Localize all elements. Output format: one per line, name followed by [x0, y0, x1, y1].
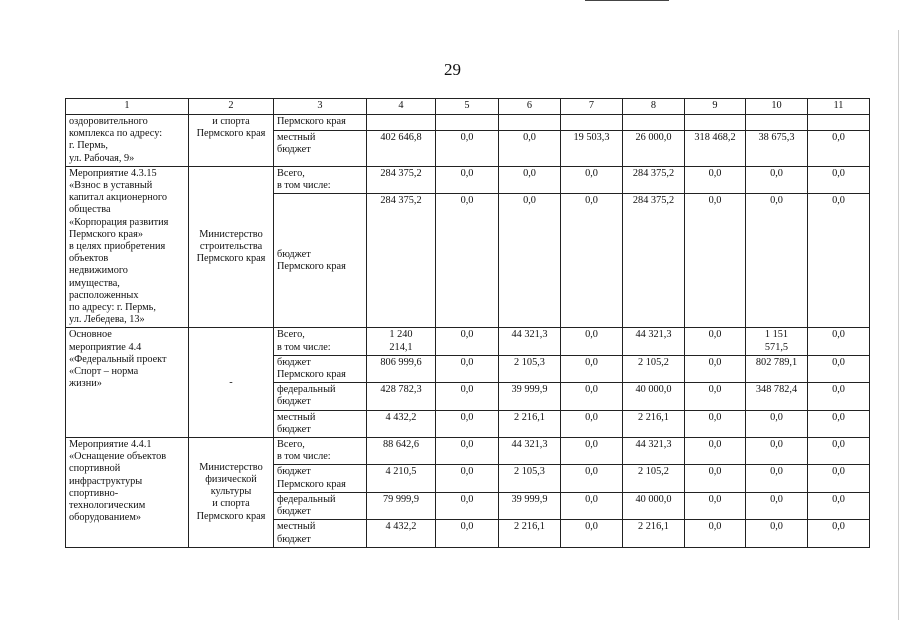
value-cell: 2 105,2 — [623, 355, 685, 382]
column-header: 5 — [436, 99, 499, 115]
value-cell: 44 321,3 — [623, 328, 685, 355]
value-cell: 0,0 — [685, 410, 746, 437]
value-cell: 88 642,6 — [367, 438, 436, 465]
value-cell: 44 321,3 — [623, 438, 685, 465]
column-header: 11 — [808, 99, 870, 115]
value-cell — [499, 115, 561, 131]
page-number: 29 — [444, 60, 461, 79]
value-cell: 284 375,2 — [367, 166, 436, 194]
column-header: 6 — [499, 99, 561, 115]
value-cell: 0,0 — [808, 438, 870, 465]
value-cell: 0,0 — [436, 438, 499, 465]
value-cell: 0,0 — [436, 383, 499, 410]
value-cell: 284 375,2 — [623, 194, 685, 328]
value-cell: 0,0 — [436, 194, 499, 328]
value-cell — [808, 115, 870, 131]
column-header: 8 — [623, 99, 685, 115]
value-cell: 284 375,2 — [367, 194, 436, 328]
value-cell: 4 432,2 — [367, 520, 436, 547]
value-cell: 0,0 — [499, 194, 561, 328]
value-cell: 0,0 — [808, 520, 870, 547]
value-cell: 0,0 — [808, 383, 870, 410]
value-cell: 0,0 — [436, 410, 499, 437]
value-cell: 0,0 — [561, 355, 623, 382]
column-header-row — [66, 99, 870, 115]
value-cell: 0,0 — [436, 328, 499, 355]
value-cell: 0,0 — [436, 520, 499, 547]
value-cell — [685, 115, 746, 131]
value-cell: 0,0 — [746, 520, 808, 547]
value-cell: 0,0 — [808, 410, 870, 437]
value-cell: 0,0 — [561, 194, 623, 328]
executor-cell: - — [189, 328, 274, 438]
value-cell: 0,0 — [808, 166, 870, 194]
funding-source-cell: Пермского края — [274, 115, 367, 131]
value-cell: 0,0 — [685, 355, 746, 382]
value-cell — [367, 115, 436, 131]
value-cell: 0,0 — [436, 166, 499, 194]
value-cell — [561, 115, 623, 131]
measure-name-cell: Основное мероприятие 4.4 «Федеральный проект «Спорт – норма жизни» — [66, 328, 189, 438]
value-cell: 2 105,2 — [623, 465, 685, 492]
value-cell: 0,0 — [436, 130, 499, 166]
funding-source-cell: бюджет Пермского края — [274, 194, 367, 328]
value-cell: 0,0 — [436, 355, 499, 382]
value-cell: 2 105,3 — [499, 465, 561, 492]
value-cell: 806 999,6 — [367, 355, 436, 382]
value-cell: 0,0 — [685, 194, 746, 328]
column-header: 4 — [367, 99, 436, 115]
value-cell: 2 216,1 — [499, 520, 561, 547]
value-cell: 2 216,1 — [623, 520, 685, 547]
value-cell: 0,0 — [746, 166, 808, 194]
column-header: 2 — [189, 99, 274, 115]
value-cell: 0,0 — [746, 465, 808, 492]
funding-source-cell: федеральный бюджет — [274, 383, 367, 410]
budget-table — [65, 98, 870, 548]
value-cell: 0,0 — [685, 520, 746, 547]
funding-source-cell: местный бюджет — [274, 410, 367, 437]
value-cell: 0,0 — [561, 492, 623, 519]
value-cell: 19 503,3 — [561, 130, 623, 166]
value-cell: 0,0 — [808, 492, 870, 519]
value-cell: 318 468,2 — [685, 130, 746, 166]
value-cell: 0,0 — [808, 328, 870, 355]
value-cell: 0,0 — [499, 166, 561, 194]
value-cell: 0,0 — [561, 438, 623, 465]
value-cell: 79 999,9 — [367, 492, 436, 519]
funding-source-cell: Всего, в том числе: — [274, 328, 367, 355]
value-cell: 0,0 — [808, 130, 870, 166]
value-cell: 2 216,1 — [623, 410, 685, 437]
value-cell: 0,0 — [561, 166, 623, 194]
value-cell: 0,0 — [499, 130, 561, 166]
value-cell: 44 321,3 — [499, 328, 561, 355]
executor-cell: Министерство строительства Пермского края — [189, 166, 274, 328]
value-cell: 39 999,9 — [499, 492, 561, 519]
funding-source-cell: Всего, в том числе: — [274, 438, 367, 465]
value-cell: 0,0 — [561, 520, 623, 547]
value-cell: 4 432,2 — [367, 410, 436, 437]
value-cell: 0,0 — [685, 465, 746, 492]
value-cell: 348 782,4 — [746, 383, 808, 410]
value-cell: 0,0 — [685, 328, 746, 355]
value-cell — [623, 115, 685, 131]
column-header: 1 — [66, 99, 189, 115]
value-cell: 0,0 — [685, 438, 746, 465]
value-cell: 0,0 — [808, 465, 870, 492]
column-header: 9 — [685, 99, 746, 115]
value-cell: 44 321,3 — [499, 438, 561, 465]
column-header: 7 — [561, 99, 623, 115]
value-cell: 0,0 — [561, 410, 623, 437]
funding-source-cell: федеральный бюджет — [274, 492, 367, 519]
funding-source-cell: бюджет Пермского края — [274, 465, 367, 492]
measure-name-cell: Мероприятие 4.3.15 «Взнос в уставный капитал акционерного общества «Корпорация развития Пермского края» в целях приобретения объектов недвижимого имущества, расположенных по адресу: г. Пермь, ул. Лебедева, 13» — [66, 166, 189, 328]
value-cell: 38 675,3 — [746, 130, 808, 166]
value-cell — [746, 115, 808, 131]
value-cell: 0,0 — [436, 492, 499, 519]
value-cell: 0,0 — [746, 410, 808, 437]
value-cell: 0,0 — [561, 465, 623, 492]
value-cell: 0,0 — [685, 383, 746, 410]
funding-source-cell: Всего, в том числе: — [274, 166, 367, 194]
measure-name-cell: Мероприятие 4.4.1 «Оснащение объектов спортивной инфраструктуры спортивно- технологическим оборудованием» — [66, 438, 189, 548]
value-cell: 26 000,0 — [623, 130, 685, 166]
value-cell: 0,0 — [561, 383, 623, 410]
value-cell: 0,0 — [746, 492, 808, 519]
value-cell: 39 999,9 — [499, 383, 561, 410]
table-row — [66, 438, 870, 465]
value-cell: 0,0 — [808, 194, 870, 328]
value-cell: 2 216,1 — [499, 410, 561, 437]
value-cell: 1 151 571,5 — [746, 328, 808, 355]
column-header: 3 — [274, 99, 367, 115]
funding-source-cell: местный бюджет — [274, 130, 367, 166]
value-cell: 0,0 — [561, 328, 623, 355]
value-cell: 802 789,1 — [746, 355, 808, 382]
value-cell: 4 210,5 — [367, 465, 436, 492]
value-cell: 0,0 — [685, 492, 746, 519]
top-edge-line — [585, 0, 669, 1]
value-cell: 1 240 214,1 — [367, 328, 436, 355]
scan-edge-line — [898, 30, 899, 620]
value-cell: 284 375,2 — [623, 166, 685, 194]
measure-name-cell: оздоровительного комплекса по адресу: г. Пермь, ул. Рабочая, 9» — [66, 115, 189, 167]
value-cell: 402 646,8 — [367, 130, 436, 166]
table-row — [66, 166, 870, 194]
value-cell: 40 000,0 — [623, 383, 685, 410]
funding-source-cell: местный бюджет — [274, 520, 367, 547]
value-cell: 0,0 — [746, 194, 808, 328]
value-cell: 2 105,3 — [499, 355, 561, 382]
executor-cell: и спорта Пермского края — [189, 115, 274, 167]
value-cell: 0,0 — [685, 166, 746, 194]
funding-source-cell: бюджет Пермского края — [274, 355, 367, 382]
value-cell: 0,0 — [808, 355, 870, 382]
executor-cell: Министерство физической культуры и спорта Пермского края — [189, 438, 274, 548]
value-cell: 0,0 — [436, 465, 499, 492]
value-cell — [436, 115, 499, 131]
column-header: 10 — [746, 99, 808, 115]
table-row — [66, 328, 870, 355]
value-cell: 40 000,0 — [623, 492, 685, 519]
table-row — [66, 115, 870, 131]
value-cell: 0,0 — [746, 438, 808, 465]
value-cell: 428 782,3 — [367, 383, 436, 410]
